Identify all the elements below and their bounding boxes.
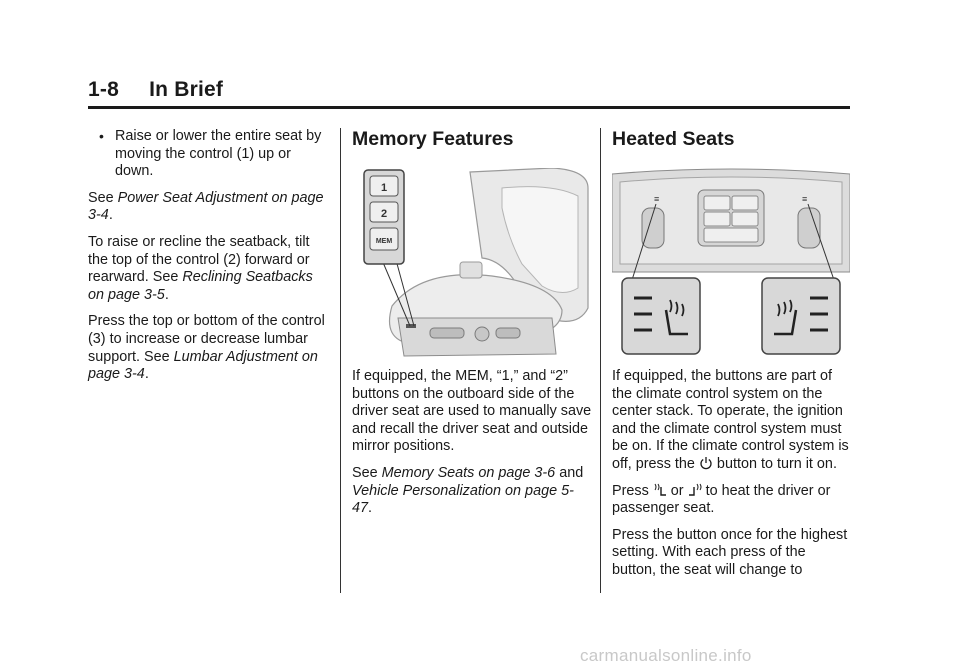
text: If equipped, the buttons are part of the climate control system on the center stack. To operate, the ignition and the climate control system must be on. If the climate control system is off, press the (612, 368, 849, 472)
memory-button-mem-label: MEM (375, 238, 393, 245)
column-divider (340, 128, 341, 593)
text: To raise or recline the seatback, tilt the top of the control (2) forward or rearward. See (88, 233, 310, 286)
reference-power-seat[interactable]: Power Seat Adjustment on page 3-4 (88, 189, 324, 224)
text: button to turn it on. (712, 455, 837, 472)
text: . (108, 207, 113, 224)
memory-button-1-label: 1 (380, 182, 388, 194)
paragraph-heated-levels: Press the button once for the highest setting. With each press of the button, the seat will change to (612, 526, 848, 578)
text: to heat the driver or passenger seat. (612, 482, 831, 517)
reference-lumbar[interactable]: Lumbar Adjustment on page 3-4 (88, 348, 318, 383)
text: . (368, 500, 373, 517)
bullet-item (88, 128, 328, 181)
heated-seat-controls-illustration (612, 168, 850, 358)
text: Press (612, 482, 653, 499)
section-title-memory: Memory Features (352, 128, 514, 150)
column-heated-text (612, 368, 852, 589)
reference-memory-seats[interactable]: Memory Seats on page 3-6 (381, 464, 556, 481)
paragraph-memory-see (352, 465, 592, 518)
reference-vehicle-personalization[interactable]: Vehicle Personalization on page 5-47 (352, 482, 574, 517)
svg-text:≡: ≡ (802, 194, 808, 204)
paragraph-heated-press (612, 483, 852, 518)
header-rule (88, 106, 850, 109)
memory-seat-illustration (352, 168, 590, 358)
text: . (144, 366, 149, 383)
paragraph-power-seat (88, 190, 328, 225)
power-icon (699, 456, 713, 470)
heated-seat-passenger-icon (688, 483, 702, 497)
footer-watermark: carmanualsonline.info (580, 646, 752, 665)
paragraph-recline (88, 234, 328, 304)
column-divider (600, 128, 601, 593)
reference-reclining[interactable]: Reclining Seatbacks on page 3-5 (88, 269, 313, 303)
page-header-title: 1-8 In Brief (88, 78, 224, 101)
memory-button-2-label: 2 (380, 208, 388, 220)
text: . (164, 286, 169, 303)
column-seat-controls (88, 128, 328, 393)
text: See (88, 189, 118, 206)
text: Press the top or bottom of the control (3) to increase or decrease lumbar support. See (88, 313, 325, 365)
text: or (666, 482, 688, 499)
paragraph-heated-intro (612, 368, 852, 474)
bullet-marker: • (99, 128, 104, 144)
bullet-text: Raise or lower the entire seat by moving the control (1) up or down. (115, 128, 322, 180)
heated-seat-driver-icon (653, 483, 667, 497)
paragraph-lumbar (88, 313, 328, 383)
svg-text:≡: ≡ (654, 194, 660, 204)
section-title-heated: Heated Seats (612, 128, 735, 150)
paragraph-memory-intro: If equipped, the MEM, “1,” and “2” buttons on the outboard side of the driver seat are used to manually save and recall the driver seat and outside mirror positions. (352, 368, 592, 455)
column-memory-text (352, 368, 592, 527)
text: See (352, 464, 382, 481)
text: and (555, 464, 584, 481)
